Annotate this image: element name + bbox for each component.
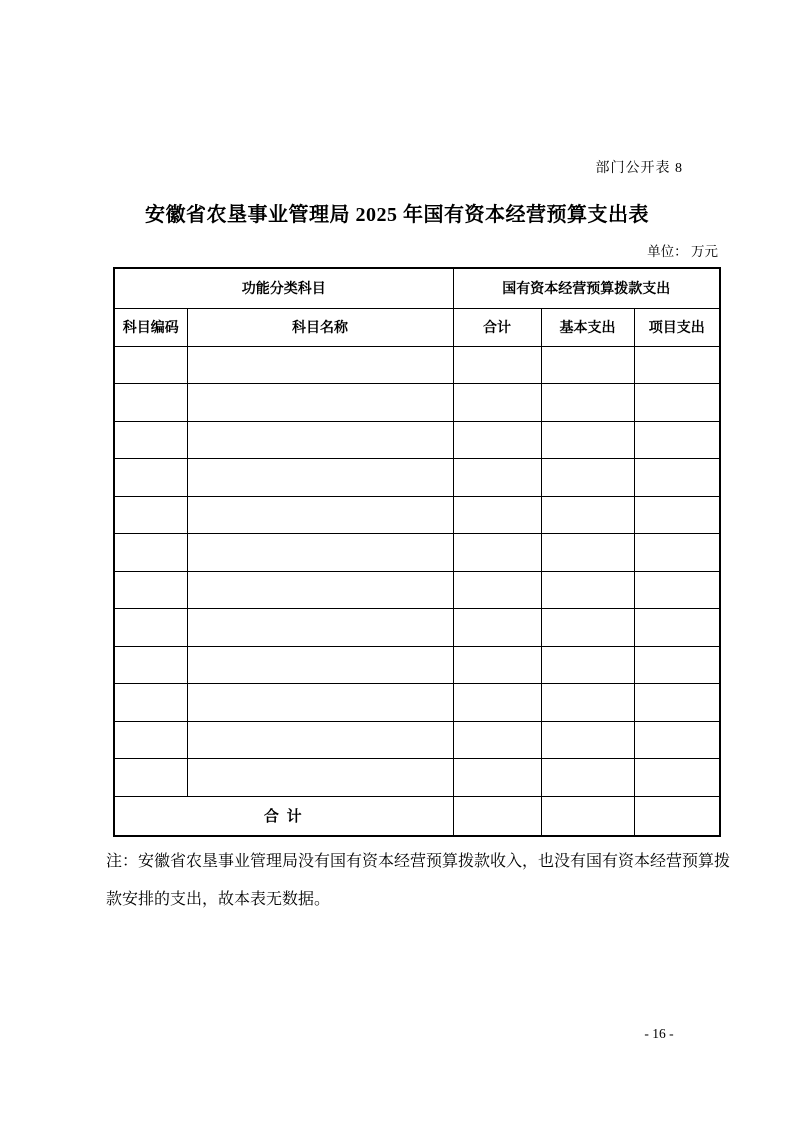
- page-title: 安徽省农垦事业管理局 2025 年国有资本经营预算支出表: [145, 204, 649, 226]
- empty-cell-basic: [541, 609, 634, 647]
- col-header-subject-name: 科目名称: [187, 308, 453, 346]
- empty-row: [114, 346, 720, 384]
- empty-cell-subject-code: [114, 609, 187, 647]
- empty-cell-subject-code: [114, 421, 187, 459]
- empty-row: [114, 759, 720, 797]
- group-header-budget-expenditure: 国有资本经营预算拨款支出: [453, 268, 720, 308]
- empty-cell-subject-code: [114, 646, 187, 684]
- empty-row: [114, 571, 720, 609]
- total-row-total-cell: [453, 796, 541, 836]
- empty-cell-subject-code: [114, 346, 187, 384]
- empty-cell-subject-name: [187, 421, 453, 459]
- empty-cell-total: [453, 571, 541, 609]
- empty-row: [114, 384, 720, 422]
- empty-cell-total: [453, 459, 541, 497]
- empty-cell-project: [634, 646, 720, 684]
- empty-cell-project: [634, 346, 720, 384]
- empty-cell-basic: [541, 721, 634, 759]
- empty-cell-subject-name: [187, 459, 453, 497]
- col-header-project-expenditure: 项目支出: [634, 308, 720, 346]
- empty-cell-total: [453, 646, 541, 684]
- empty-row: [114, 609, 720, 647]
- empty-cell-subject-code: [114, 534, 187, 572]
- empty-cell-subject-name: [187, 534, 453, 572]
- empty-cell-basic: [541, 346, 634, 384]
- empty-cell-project: [634, 421, 720, 459]
- empty-cell-project: [634, 496, 720, 534]
- empty-cell-subject-code: [114, 684, 187, 722]
- group-header-function-category: 功能分类科目: [114, 268, 453, 308]
- col-header-subject-code: 科目编码: [114, 308, 187, 346]
- col-header-basic-expenditure: 基本支出: [541, 308, 634, 346]
- empty-row: [114, 496, 720, 534]
- empty-cell-subject-name: [187, 346, 453, 384]
- empty-row: [114, 534, 720, 572]
- empty-cell-basic: [541, 684, 634, 722]
- empty-cell-subject-name: [187, 384, 453, 422]
- total-row-label: 合 计: [114, 796, 453, 836]
- table-body: [114, 346, 720, 796]
- empty-cell-project: [634, 609, 720, 647]
- empty-cell-subject-code: [114, 496, 187, 534]
- empty-cell-basic: [541, 534, 634, 572]
- total-row-project-cell: [634, 796, 720, 836]
- empty-cell-total: [453, 421, 541, 459]
- empty-cell-project: [634, 571, 720, 609]
- empty-row: [114, 421, 720, 459]
- empty-row: [114, 459, 720, 497]
- empty-cell-basic: [541, 759, 634, 797]
- page-number: - 16 -: [644, 1026, 674, 1041]
- empty-row: [114, 721, 720, 759]
- empty-cell-subject-name: [187, 721, 453, 759]
- empty-cell-project: [634, 384, 720, 422]
- empty-cell-project: [634, 684, 720, 722]
- empty-cell-project: [634, 459, 720, 497]
- empty-cell-subject-name: [187, 646, 453, 684]
- empty-cell-basic: [541, 646, 634, 684]
- empty-cell-subject-code: [114, 759, 187, 797]
- empty-cell-total: [453, 721, 541, 759]
- total-row-basic-cell: [541, 796, 634, 836]
- empty-cell-subject-code: [114, 459, 187, 497]
- column-header-row: [114, 308, 720, 346]
- empty-cell-basic: [541, 571, 634, 609]
- empty-cell-subject-code: [114, 721, 187, 759]
- empty-cell-basic: [541, 496, 634, 534]
- empty-cell-basic: [541, 421, 634, 459]
- col-header-total: 合计: [453, 308, 541, 346]
- empty-cell-total: [453, 346, 541, 384]
- group-header-row: [114, 268, 720, 308]
- empty-cell-subject-name: [187, 759, 453, 797]
- empty-cell-subject-name: [187, 609, 453, 647]
- empty-cell-subject-name: [187, 496, 453, 534]
- empty-cell-subject-code: [114, 571, 187, 609]
- corner-table-label: 部门公开表 8: [595, 161, 683, 176]
- unit-label: 单位： 万元: [647, 244, 718, 259]
- budget-table: [113, 267, 721, 837]
- empty-cell-basic: [541, 384, 634, 422]
- empty-cell-basic: [541, 459, 634, 497]
- empty-cell-subject-name: [187, 571, 453, 609]
- empty-row: [114, 646, 720, 684]
- empty-cell-total: [453, 684, 541, 722]
- note-text: 注：安徽省农垦事业管理局没有国有资本经营预算拨款收入，也没有国有资本经营预算拨款安排的支出，故本表无数据。: [106, 853, 731, 908]
- empty-cell-total: [453, 759, 541, 797]
- empty-cell-total: [453, 496, 541, 534]
- total-row: [114, 796, 720, 836]
- empty-cell-subject-name: [187, 684, 453, 722]
- empty-cell-subject-code: [114, 384, 187, 422]
- empty-cell-total: [453, 534, 541, 572]
- empty-cell-total: [453, 609, 541, 647]
- empty-row: [114, 684, 720, 722]
- empty-cell-project: [634, 721, 720, 759]
- empty-cell-project: [634, 534, 720, 572]
- empty-cell-total: [453, 384, 541, 422]
- empty-cell-project: [634, 759, 720, 797]
